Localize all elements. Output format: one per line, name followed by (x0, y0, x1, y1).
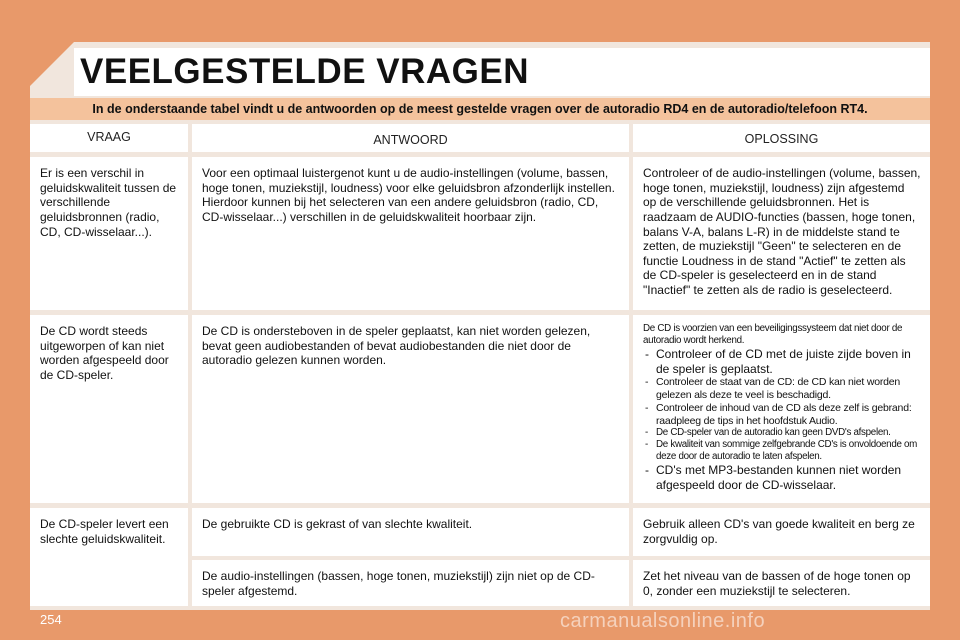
answer-text: De CD is ondersteboven in de speler geplaatst, kan niet worden gelezen, bevat geen audiobestanden of bevat audiobestanden die niet door de autoradio gelezen kunnen worden. (202, 324, 591, 368)
table-row-2-answer (192, 315, 629, 503)
column-header-solution: OPLOSSING (633, 124, 930, 152)
page-number: 254 (40, 612, 62, 627)
question-text: De CD wordt steeds uitgeworpen of kan niet worden afgespeeld door de CD-speler. (40, 324, 169, 382)
list-item: - Controleer de staat van de CD: de CD kan niet worden gelezen als deze te veel is beschadigd. (643, 376, 921, 402)
answer-text: De gebruikte CD is gekrast of van slechte kwaliteit. (202, 517, 473, 531)
table-row-4-solution (633, 560, 930, 606)
solution-list (643, 347, 921, 493)
table-row-3-question (30, 508, 188, 606)
question-text: De CD-speler levert een slechte geluidskwaliteit. (40, 517, 169, 546)
answer-text: Voor een optimaal luistergenot kunt u de audio-instellingen (volume, bassen, hoge tonen, muziekstijl, loudness) voor elke geluidsbron afzonderlijk instellen. Hierdoor kunnen bij het selecteren van een andere geluidsbron (radio, CD, CD-wisselaar...) verschillen in de geluidskwaliteit hoorbaar zijn. (202, 166, 615, 224)
page-title: VEELGESTELDE VRAGEN (80, 52, 530, 91)
column-header-answer: ANTWOORD (192, 124, 629, 152)
table-row-1-solution (633, 157, 930, 310)
answer-text: De audio-instellingen (bassen, hoge tonen, muziekstijl) zijn niet op de CD-speler afgestemd. (202, 569, 595, 598)
column-header-question: VRAAG (30, 124, 188, 152)
watermark: carmanualsonline.info (560, 610, 766, 632)
table-row-2-question (30, 315, 188, 503)
page-subtitle: In de onderstaande tabel vindt u de antwoorden op de meest gestelde vragen over de autoradio RD4 en de autoradio/telefoon RT4. (92, 102, 868, 116)
table-row-3-answer (192, 508, 629, 556)
table-row-3-solution (633, 508, 930, 556)
question-text: Er is een verschil in geluidskwaliteit tussen de verschillende geluidsbronnen (radio, CD, CD-wisselaar...). (40, 166, 177, 239)
table-row-2-solution (633, 315, 930, 503)
solution-text: Controleer of de audio-instellingen (volume, bassen, hoge tonen, muziekstijl, loudness) zijn afgestemd op de verschillende geluidsbronnen. Het is raadzaam de AUDIO-functies (bassen, hoge tonen, balans V-A, balans L-R) in de middelste stand te zetten, de muziekstijl "Geen" te selecteren en de functie Loudness in de stand "Actief" te zetten als de CD-speler is geselecteerd en in de stand "Inactief" te zetten als de radio is geselecteerd. (643, 166, 921, 297)
folded-corner (30, 42, 74, 86)
table-row-1-answer (192, 157, 629, 310)
solution-text: Zet het niveau van de bassen of de hoge tonen op 0, zonder een muziekstijl te selecteren. (643, 569, 911, 598)
list-item: - Controleer of de CD met de juiste zijde boven in de speler is geplaatst. (643, 347, 921, 376)
list-item: - CD's met MP3-bestanden kunnen niet worden afgespeeld door de CD-wisselaar. (643, 463, 921, 492)
list-item: - De kwaliteit van sommige zelfgebrande CD's is onvoldoende om deze door de autoradio te laten afspelen. (643, 439, 921, 463)
table-row-4-answer (192, 560, 629, 606)
solution-text: Gebruik alleen CD's van goede kwaliteit en berg ze zorgvuldig op. (643, 517, 915, 546)
table-row-1-question (30, 157, 188, 310)
list-item: - Controleer de inhoud van de CD als deze zelf is gebrand: raadpleeg de tips in het hoofdstuk Audio. (643, 402, 921, 428)
solution-intro: De CD is voorzien van een beveiligingssysteem dat niet door de autoradio wordt herkend. (643, 323, 903, 346)
list-item: - De CD-speler van de autoradio kan geen DVD's afspelen. (643, 427, 921, 439)
